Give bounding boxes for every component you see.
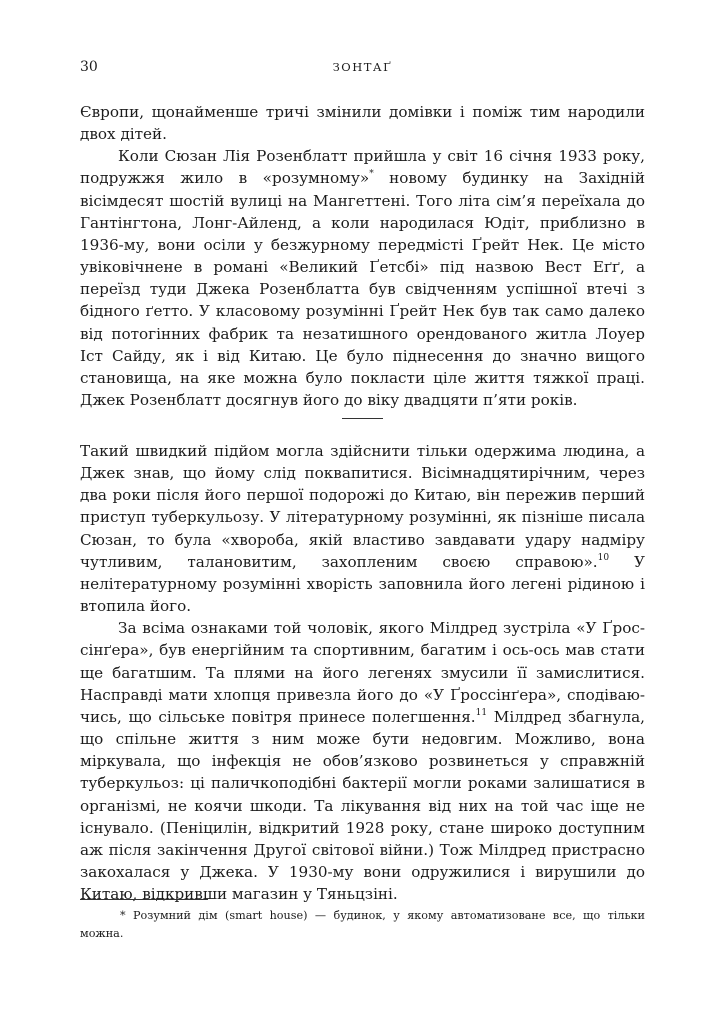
paragraph-text: У нелітературному розумінні хворість заповнила його легені рідиною і втопила його. bbox=[80, 552, 645, 616]
paragraph bbox=[80, 440, 645, 617]
paragraph-text: новому будинку на Західній вісімдесят шостій вулиці на Мангеттені. Того літа сім’я переїхала до Гантінгтона, Лонг-Айленд, а коли народилася Юдіт, приблизно в 1936-му, вони осіли у безжурному передмісті Ґрейт Нек. Це місто увіковічнене в романі «Великий Ґетсбі» під назвою Вест Еґґ, а переїзд туди Джека Розенблатта був свідченням успішної втечі з бідного ґетто. У класовому розумінні Ґрейт Нек був так само далеко від потогінних фабрик та незатишного орендованого житла Лоуер Іст Сайду, як і від Китаю. Це було піднесення до значно вищого становища, на яке можна було покласти ціле життя тяжкої праці. Джек Розенблатт досягнув його до віку двадцяти п’яти років. bbox=[80, 169, 645, 410]
paragraph-continued: Європи, щонайменше тричі змінили домівки і поміж тим народили двох дітей. bbox=[80, 103, 645, 144]
paragraph-text: Мілдред збагнула, що спільне життя з ним може бути недовгим. Можливо, вона міркувала, що інфекція не обов’язково розвинеться у справжній туберкульоз: ці паличкоподібні бактерії могли роками залишатися в організмі, не коячи шкоди. Та лікування від них на той час іще не існувало. (Пеніцилін, відкритий 1928 року, стане широко доступним аж після закінчення Другої світової війни.) Тож Мілдред пристрасно закохалася у Джека. У 1930-му вони одружилися і вирушили до Китаю, відкривши магазин у Тяньцзіні. bbox=[80, 707, 645, 904]
footnote bbox=[80, 907, 645, 942]
endnote-reference: 11 bbox=[475, 707, 488, 718]
text-block-2 bbox=[80, 440, 645, 905]
section-separator bbox=[342, 418, 383, 419]
footnote-divider bbox=[80, 899, 208, 900]
paragraph bbox=[80, 617, 645, 905]
text-block-1 bbox=[80, 101, 645, 411]
footnote-body: Розумний дім (smart house) — будинок, у якому автоматизоване все, що тільки можна. bbox=[80, 909, 645, 940]
page-header bbox=[80, 59, 645, 79]
footnote-mark: * bbox=[120, 909, 126, 922]
paragraph-text: Такий швидкий підйом могла здійснити тільки одержима людина, а Джек знав, що йому слід поквапитися. Вісімнадцятирічним, через два роки після його першої подорожі до Китаю, він пережив перший приступ туберкульозу. У літературному розумінні, як пізніше писала Сюзан, то була «хвороба, якій властиво завдавати удару надміру чутливим, талановитим, захопленим своєю справою». bbox=[80, 442, 645, 571]
footnote-reference: * bbox=[369, 169, 374, 180]
paragraph-text: Коли Сюзан Лія Розенблатт прийшла у світ 16 січня 1933 року, подружжя жило в «розумному» bbox=[80, 147, 645, 188]
footnote-text bbox=[80, 907, 645, 942]
paragraph bbox=[80, 145, 645, 411]
paragraph-text: За всіма ознаками той чоловік, якого Мілдред зустріла «У Ґроссінґера», був енергійним та спортивним, багатим і ось-ось мав стати ще багатшим. Та плями на його легенях змусили її замислитися. Насправді мати хлопця привезла його до «У Ґроссінґера», сподіваючись, що сільське повітря принесе полегшення. bbox=[80, 619, 645, 726]
running-head: ЗОНТАҐ bbox=[332, 60, 393, 74]
page-number: 30 bbox=[80, 59, 98, 75]
endnote-reference: 10 bbox=[597, 552, 610, 563]
